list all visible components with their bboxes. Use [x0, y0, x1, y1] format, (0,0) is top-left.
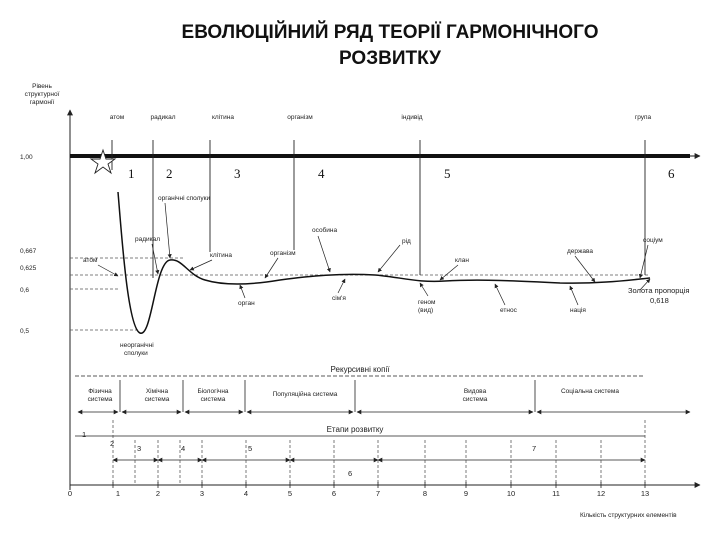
system-biological-1: Біологічна — [197, 388, 229, 395]
level-number-3: 3 — [234, 166, 241, 181]
system-chemical-1: Хімічна — [145, 388, 169, 395]
label-simia: сім'я — [332, 295, 346, 302]
system-chemical-2: система — [144, 396, 170, 403]
y-tick-0-667: 0,667 — [20, 248, 37, 255]
level-organizm: організм — [287, 114, 313, 121]
title-line-1: ЕВОЛЮЦІЙНИЙ РЯД ТЕОРІЇ ГАРМОНІЧНОГО — [181, 22, 599, 43]
x-tick-3: 3 — [199, 489, 205, 498]
label-atom: атом — [83, 257, 98, 264]
label-vyd: (вид) — [418, 307, 434, 314]
x-tick-11: 11 — [552, 489, 560, 498]
level-verticals — [112, 140, 645, 278]
x-tick-4: 4 — [243, 489, 249, 498]
label-etnos: етнос — [500, 307, 517, 314]
x-tick-10: 10 — [506, 489, 516, 498]
stage-6: 6 — [348, 469, 353, 478]
stage-5: 5 — [248, 444, 253, 453]
level-number-2: 2 — [166, 166, 173, 181]
x-tick-9: 9 — [463, 489, 469, 498]
label-radykal: радикал — [135, 236, 161, 243]
system-biological-2: система — [200, 396, 226, 403]
label-natsiia: нація — [570, 307, 586, 314]
label-golden-proportion: Золота пропорція — [628, 286, 690, 295]
level-klityna: клітина — [212, 114, 234, 121]
x-tick-5: 5 — [287, 489, 293, 498]
stage-2: 2 — [110, 439, 115, 448]
label-organizm: організм — [270, 250, 296, 257]
recursive-copies-label: Рекурсивні копії — [330, 365, 390, 374]
level-number-1: 1 — [128, 166, 135, 181]
label-golden-value: 0,618 — [650, 296, 669, 305]
stage-7: 7 — [532, 444, 537, 453]
stage-1: 1 — [82, 430, 87, 439]
y-tick-0-6: 0,6 — [20, 287, 30, 294]
x-tick-2: 2 — [155, 489, 161, 498]
system-species-1: Видова — [463, 388, 487, 395]
system-social: Соціальна система — [560, 388, 620, 395]
label-organ: орган — [238, 300, 255, 307]
stage-4: 4 — [181, 444, 186, 453]
label-genom: геном — [418, 299, 436, 306]
label-inorganic-2: сполуки — [124, 350, 148, 357]
system-physical-1: Фізична — [88, 388, 112, 395]
label-osobyna: особина — [312, 227, 338, 234]
label-inorganic: неорганічні — [120, 342, 154, 349]
label-organic: органічні сполуки — [158, 195, 211, 202]
stage-3: 3 — [137, 444, 142, 453]
system-species-2: система — [462, 396, 488, 403]
x-tick-6: 6 — [331, 489, 337, 498]
stage-numbers — [82, 430, 536, 478]
level-number-6: 6 — [668, 166, 675, 181]
x-tick-1: 1 — [115, 489, 121, 498]
level-grupa: група — [634, 114, 652, 121]
x-tick-0: 0 — [67, 489, 73, 498]
level-atom: атом — [109, 114, 125, 121]
x-tick-7: 7 — [375, 489, 381, 498]
y-tick-0-5: 0,5 — [20, 328, 30, 335]
label-klityna: клітина — [210, 252, 232, 259]
y-axis-title-3: гармонії — [29, 99, 55, 106]
x-tick-8: 8 — [422, 489, 428, 498]
y-axis — [20, 82, 70, 490]
system-population: Популяційна система — [272, 391, 338, 398]
y-tick-0-625: 0,625 — [20, 265, 37, 272]
label-klan: клан — [455, 257, 469, 264]
label-rid: рід — [402, 238, 411, 245]
x-tick-13: 13 — [640, 489, 650, 498]
x-axis-title: Кількість структурних елементів — [580, 512, 677, 519]
level-number-5: 5 — [444, 166, 451, 181]
x-tick-12: 12 — [596, 489, 606, 498]
level-indyvid: індивід — [401, 114, 423, 121]
level-number-4: 4 — [318, 166, 325, 181]
level-radykal: радикал — [150, 114, 176, 121]
x-axis — [68, 482, 700, 519]
label-sotsium: соціум — [643, 237, 663, 244]
y-axis-title-2: структурної — [24, 91, 60, 98]
title-line-2: РОЗВИТКУ — [339, 48, 441, 69]
level-labels — [110, 113, 652, 121]
label-derzhava: держава — [567, 248, 593, 255]
systems — [88, 387, 620, 403]
system-physical-2: система — [87, 396, 113, 403]
stages-label: Етапи розвитку — [326, 425, 384, 434]
y-axis-title-1: Рівень — [32, 83, 52, 90]
y-tick-1-00: 1,00 — [20, 154, 33, 161]
star-icon — [91, 150, 115, 173]
